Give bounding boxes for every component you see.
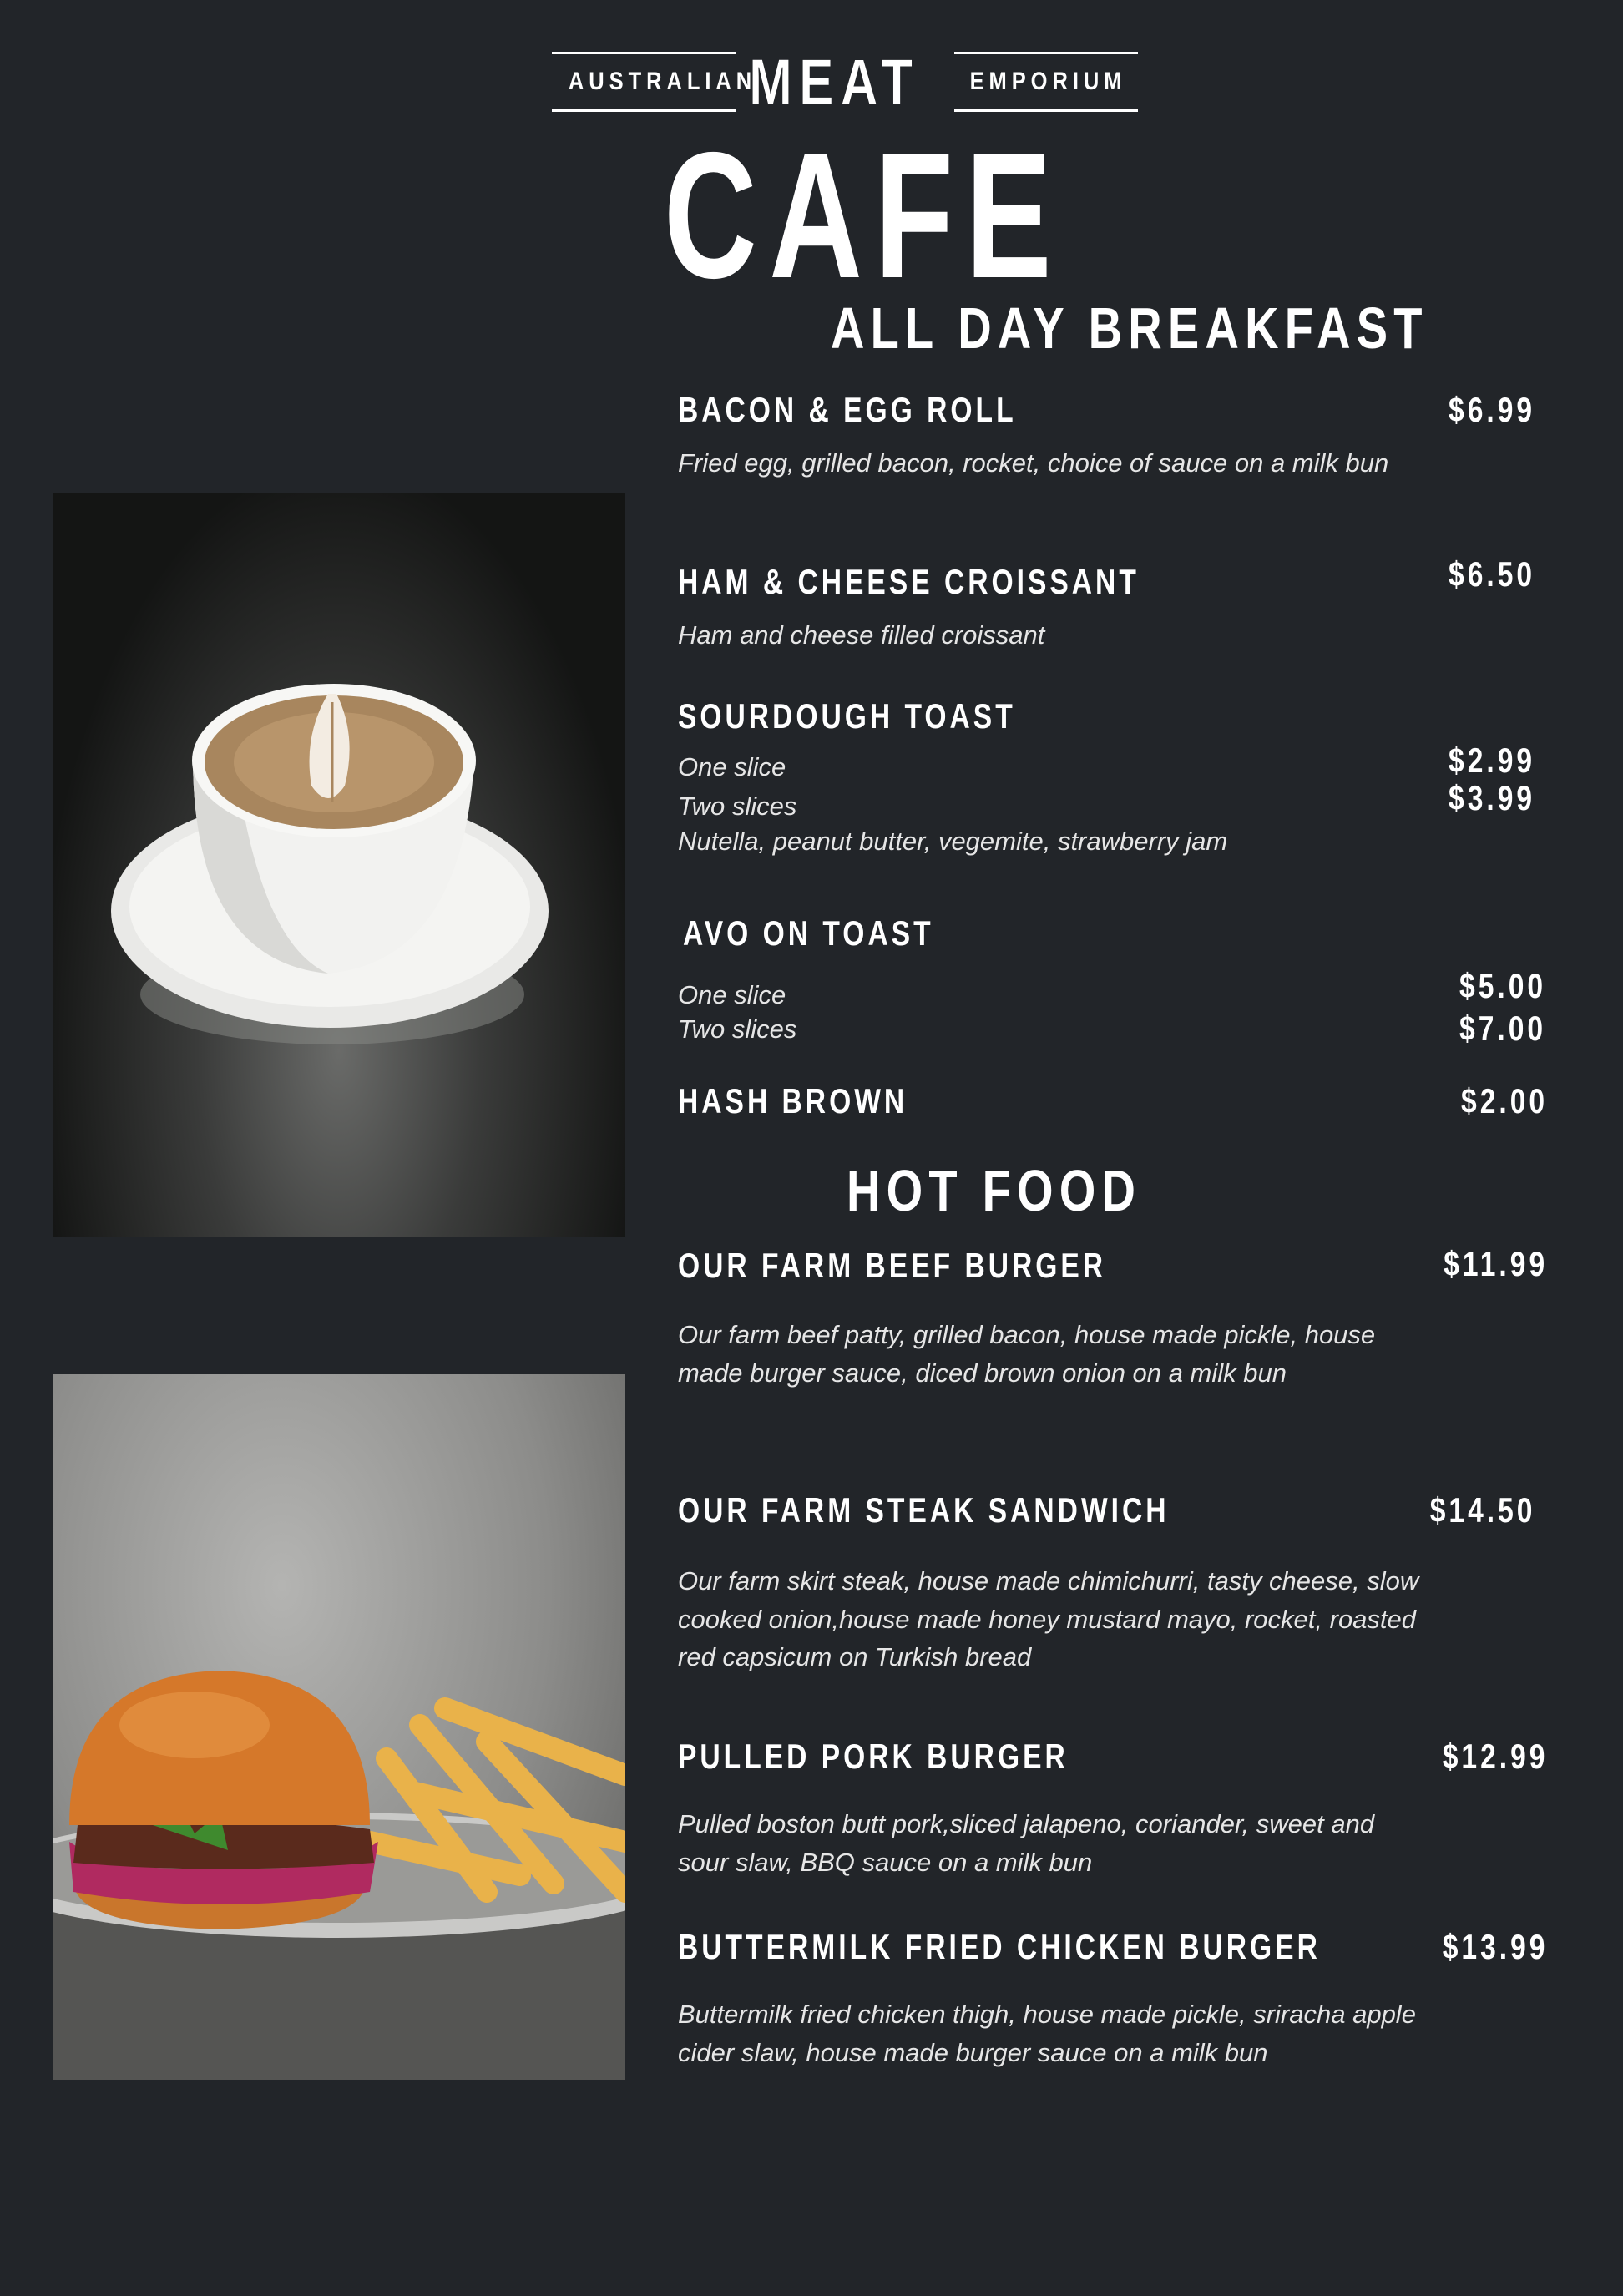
item-name: AVO ON TOAST [683,913,934,953]
option-label: Two slices [678,791,797,821]
page-title: CAFE [664,114,1064,316]
item-description: Pulled boston butt pork,sliced jalapeno, coriander, sweet and sour slaw, BBQ sauce on a milk bun [678,1809,1375,1877]
item-name: HASH BROWN [678,1081,908,1120]
logo-rule [552,109,736,112]
item-description: Fried egg, grilled bacon, rocket, choice of sauce on a milk bun [678,448,1389,478]
item-description: Our farm beef patty, grilled bacon, house made pickle, house made burger sauce, diced brown onion on a milk bun [678,1320,1376,1388]
section-heading-hot-food: HOT FOOD [847,1158,1142,1223]
item-price: $13.99 [1442,1927,1548,1966]
item-description: Nutella, peanut butter, vegemite, strawberry jam [678,827,1228,856]
option-price: $3.99 [1448,778,1535,817]
item-price: $12.99 [1442,1737,1548,1776]
item-name: BACON & EGG ROLL [678,390,1017,429]
item-price: $11.99 [1444,1244,1548,1283]
item-name: SOURDOUGH TOAST [678,696,1016,736]
logo-australian: AUSTRALIAN [568,68,757,95]
option-price: $2.99 [1448,741,1535,780]
section-heading-breakfast: ALL DAY BREAKFAST [831,296,1428,361]
option-label: Two slices [678,1014,797,1044]
logo-rule [552,52,736,54]
option-price: $7.00 [1459,1009,1546,1048]
item-price: $6.50 [1448,554,1535,594]
option-label: One slice [678,752,786,781]
item-description: Buttermilk fried chicken thigh, house made pickle, sriracha apple cider slaw, house made burger sauce on a milk bun [678,2000,1416,2067]
item-name: HAM & CHEESE CROISSANT [678,562,1140,601]
item-description: Our farm skirt steak, house made chimichurri, tasty cheese, slow cooked onion,house made honey mustard mayo, rocket, roasted red capsicum on Turkish bread [678,1566,1419,1671]
brand-logo [552,45,1138,119]
item-name: OUR FARM BEEF BURGER [678,1246,1107,1285]
logo-meat: MEAT [749,45,920,119]
option-label: One slice [678,980,786,1009]
item-price: $2.00 [1460,1081,1548,1120]
option-price: $5.00 [1459,966,1546,1005]
item-price: $6.99 [1448,390,1535,429]
logo-rule [954,52,1138,54]
item-name: PULLED PORK BURGER [678,1737,1069,1776]
item-name: OUR FARM STEAK SANDWICH [678,1490,1170,1530]
item-price: $14.50 [1429,1490,1535,1530]
burger-photo [53,1374,625,2080]
coffee-photo [53,493,625,1237]
item-description: Ham and cheese filled croissant [678,620,1045,650]
logo-emporium: EMPORIUM [969,68,1127,95]
logo-rule [954,109,1138,112]
item-name: BUTTERMILK FRIED CHICKEN BURGER [678,1927,1321,1966]
